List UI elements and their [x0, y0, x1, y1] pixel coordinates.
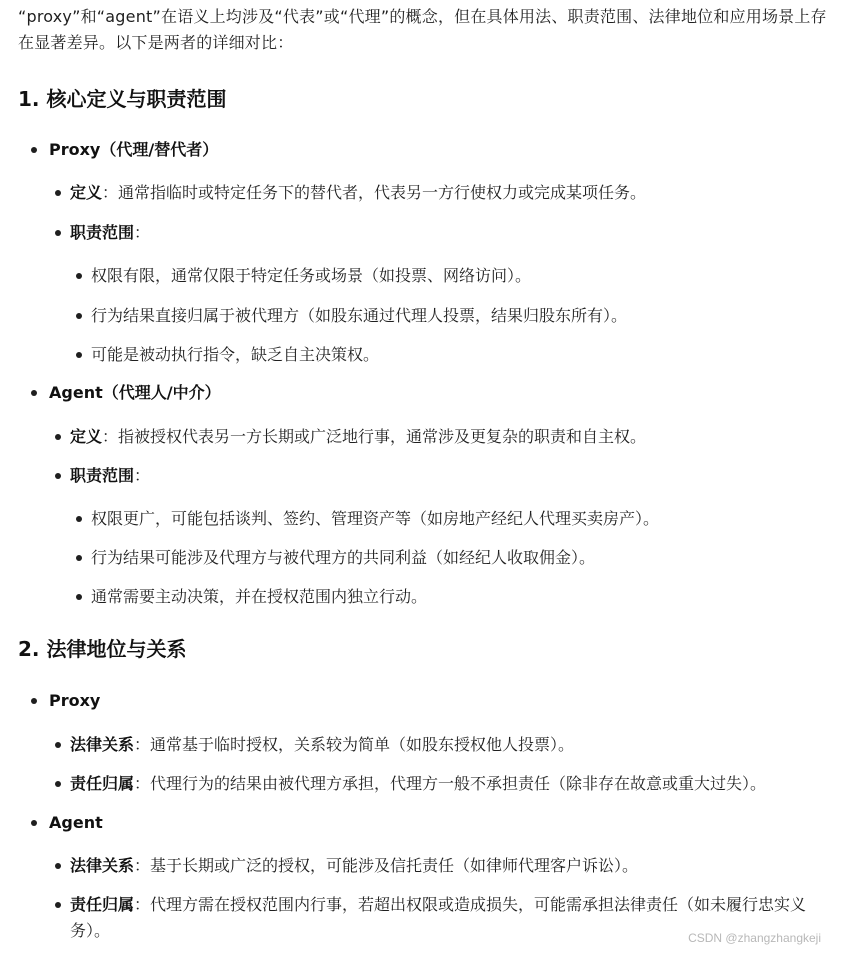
- list-item: 权限更广，可能包括谈判、签约、管理资产等（如房地产经纪人代理买卖房产）。: [18, 506, 828, 532]
- definition-text: ：通常指临时或特定任务下的替代者，代表另一方行使权力或完成某项任务。: [102, 183, 647, 202]
- agent-bullet: Agent: [18, 810, 828, 836]
- scope-colon: ：: [134, 223, 151, 242]
- responsibility-text: ：代理方需在授权范围内行事，若超出权限或造成损失，可能需承担法律责任（如未履行忠实义务）。: [70, 895, 807, 940]
- proxy-definition: [18, 180, 828, 206]
- responsibility-text: ：代理行为的结果由被代理方承担，代理方一般不承担责任（除非存在故意或重大过失）。: [134, 774, 767, 793]
- definition-label: 定义: [70, 183, 103, 202]
- proxy-bullet: Proxy: [18, 688, 828, 714]
- proxy-bullet: Proxy（代理/替代者）: [18, 137, 828, 163]
- scope-label: 职责范围: [70, 223, 135, 242]
- list-item: 可能是被动执行指令，缺乏自主决策权。: [18, 342, 828, 368]
- proxy-scope: [18, 220, 828, 246]
- intro-paragraph: “proxy”和“agent”在语义上均涉及“代表”或“代理”的概念，但在具体用法、职责范围、法律地位和应用场景上存在显著差异。以下是两者的详细对比：: [18, 7, 827, 52]
- proxy-responsibility: [18, 771, 828, 797]
- definition-label: 定义: [70, 427, 103, 446]
- scope-colon: ：: [134, 466, 151, 485]
- list-item: 行为结果直接归属于被代理方（如股东通过代理人投票，结果归股东所有）。: [18, 303, 828, 329]
- list-item: 行为结果可能涉及代理方与被代理方的共同利益（如经纪人收取佣金）。: [18, 545, 828, 571]
- proxy-legal-relation: [18, 732, 828, 758]
- agent-definition: [18, 424, 828, 450]
- csdn-watermark: CSDN @zhangzhangkeji: [688, 931, 821, 945]
- legal-relation-text: ：通常基于临时授权，关系较为简单（如股东授权他人投票）。: [134, 735, 575, 754]
- legal-relation-label: 法律关系: [70, 856, 135, 875]
- list-item: 权限有限，通常仅限于特定任务或场景（如投票、网络访问）。: [18, 263, 828, 289]
- section-1-heading: 1. 核心定义与职责范围: [18, 87, 227, 111]
- legal-relation-label: 法律关系: [70, 735, 135, 754]
- list-item: 通常需要主动决策，并在授权范围内独立行动。: [18, 584, 828, 610]
- agent-legal-relation: [18, 853, 828, 879]
- agent-scope: [18, 463, 828, 489]
- definition-text: ：指被授权代表另一方长期或广泛地行事，通常涉及更复杂的职责和自主权。: [102, 427, 647, 446]
- legal-relation-text: ：基于长期或广泛的授权，可能涉及信托责任（如律师代理客户诉讼）。: [134, 856, 639, 875]
- section-2-heading: 2. 法律地位与关系: [18, 637, 187, 661]
- agent-bullet: Agent（代理人/中介）: [18, 380, 828, 406]
- responsibility-label: 责任归属: [70, 774, 135, 793]
- responsibility-label: 责任归属: [70, 895, 135, 914]
- scope-label: 职责范围: [70, 466, 135, 485]
